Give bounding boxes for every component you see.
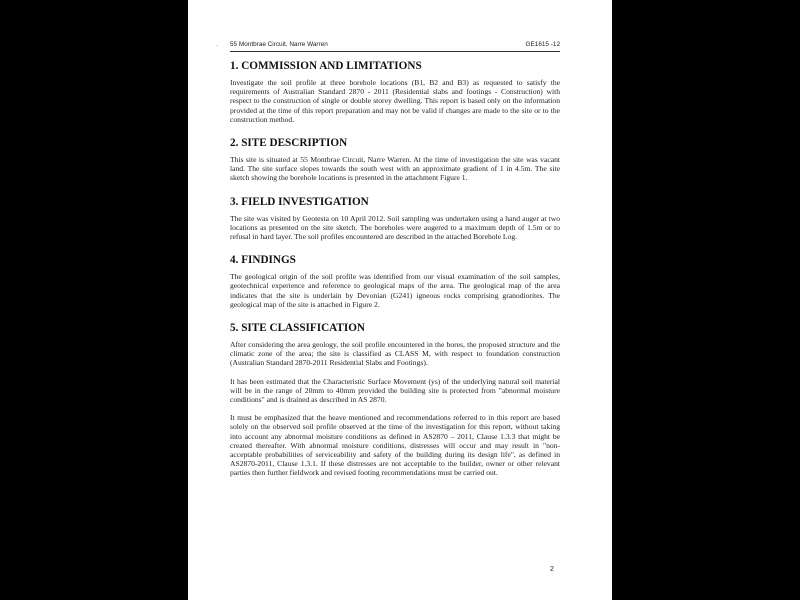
section-paragraph: After considering the area geology, the soil profile encountered in the bores, the proposed structure and the climatic zone of the area; the site is classified as CLASS M, with respect to foundation construction (Australian Standard 2870-2011 Residential Slabs and Footings).	[230, 340, 560, 368]
section-heading: 3. FIELD INVESTIGATION	[230, 195, 369, 208]
section-paragraph: Investigate the soil profile at three borehole locations (B1, B2 and B3) as requested to satisfy the requirements of Australian Standard 2870 - 2011 (Residential slabs and footings - Construction) with respect to the construction of single or double storey dwelling. This report is based only on the information provided at the time of this report preparation and may not be valid if changes are made to the site or to the construction method.	[230, 78, 560, 124]
section-paragraph: The site was visited by Geotesta on 10 April 2012. Soil sampling was undertaken using a hand auger at two locations as presented on the site sketch. The boreholes were augered to a maximum depth of 1.5m or to refusal in hard layer. The soil profiles encountered are described in the attached Borehole Log.	[230, 213, 560, 242]
section-paragraph: It must be emphasized that the heave mentioned and recommendations referred to in this report are based solely on the observed soil profile observed at the time of the investigation for this report, without taking into account any abnormal moisture conditions as defined in AS2870 – 2011, Clause 1.3.3 that might be created thereafter. With abnormal moisture conditions, distresses will occur and may result in "non-acceptable probabilities of serviceability and safety of the building during its design life", as defined in AS2870-2011, Clause 1.3.1. If these distresses are not acceptable to the builder, owner or other relevant parties then further fieldwork and revised footing recommendations must be carried out.	[230, 413, 560, 478]
section-heading: 4. FINDINGS	[230, 254, 296, 267]
section-heading: 5. SITE CLASSIFICATION	[230, 322, 366, 335]
header-rule	[230, 51, 560, 52]
section-paragraph: It has been estimated that the Characteristic Surface Movement (ys) of the underlying natural soil material will be in the range of 20mm to 40mm provided the building site is protected from "abnormal moisture conditions" and is drained as described in AS 2870.	[230, 376, 560, 405]
section-paragraph: This site is situated at 55 Montbrae Circuit, Narre Warren. At the time of investigation the site was vacant land. The site surface slopes towards the south west with an approximate gradient of 1 in 4.5m. The site sketch showing the borehole locations is presented in the attachment Figure 1.	[230, 155, 560, 183]
section-site-classification	[230, 322, 560, 478]
page-number: 2	[550, 566, 554, 573]
section-heading: 1. COMMISSION AND LIMITATIONS	[230, 60, 422, 72]
header-mark: ·	[216, 42, 219, 49]
section-commission-and-limitations	[230, 60, 560, 124]
header-address: 55 Montbrae Circuit, Narre Warren	[230, 41, 328, 48]
section-paragraph: The geological origin of the soil profile was identified from our visual examination of the soil samples, geotechnical experience and reference to geological maps of the area. The geological map of the area indicates that the site is underlain by Devonian (G241) igneous rocks comprising granodiorites. The geological map of the site is attached in Figure 2.	[230, 272, 560, 309]
section-findings	[230, 254, 560, 309]
section-field-investigation	[230, 196, 560, 242]
header-reference: GE1615 -12	[525, 41, 560, 48]
section-site-description	[230, 137, 560, 183]
document-body	[230, 60, 560, 478]
document-page	[188, 0, 612, 600]
section-heading: 2. SITE DESCRIPTION	[230, 137, 348, 150]
